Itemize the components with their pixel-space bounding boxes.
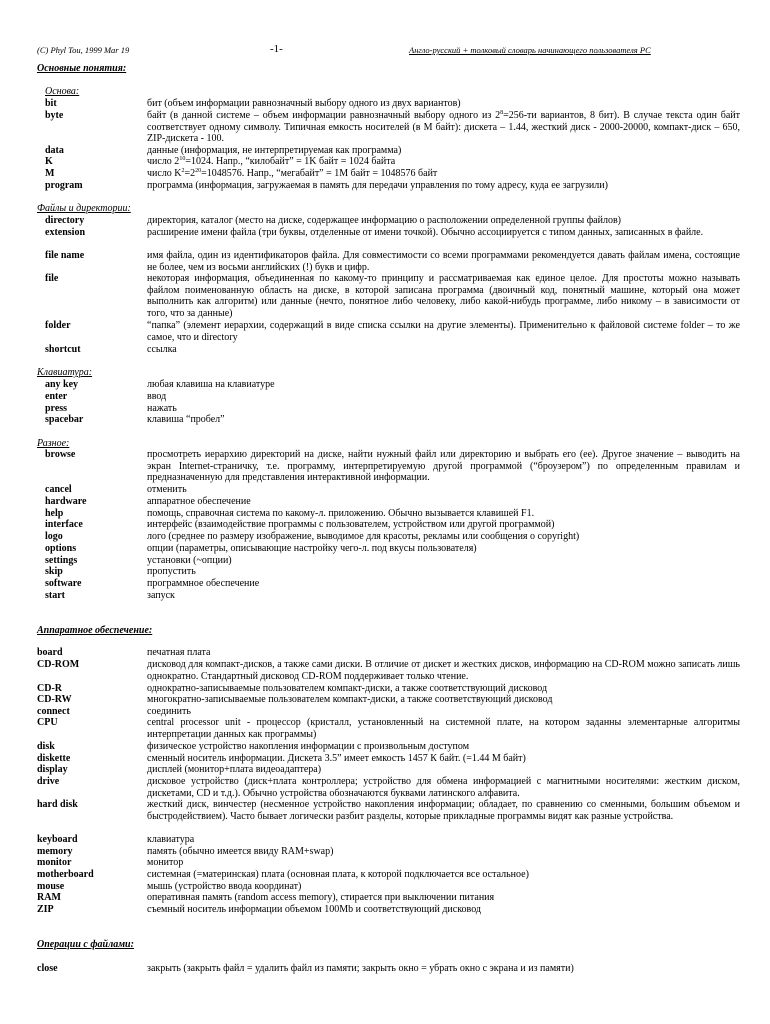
section-basics: Основные понятия: [37,63,127,74]
definition: запуск [147,590,175,601]
definition: расширение имени файла (три буквы, отделенные от имени точкой). Обычно ассоциируется с типом данных, записанных в файле. [147,227,704,238]
subsection-files: Файлы и директории: [37,203,131,214]
term: M [45,168,55,179]
definition: помощь, справочная система по какому-л. приложению. Обычно вызывается клавишей F1. [147,508,535,519]
definition: оперативная память (random access memory), стирается при выключении питания [147,892,495,903]
term: board [37,647,63,658]
definition: программа (информация, загружаемая в память для передачи управления по тому адресу, куда ее загрузили) [147,180,608,191]
definition: память (обычно имеется ввиду RAM+swap) [147,846,334,857]
definition: сменный носитель информации. Дискета 3.5” имеет емкость 1457 К байт. (=1.44 М байт) [147,753,526,764]
definition: “папка” (элемент иерархии, содержащий в виде списка ссылки на другие элементы). Применительно к файловой системе folder – то же самое, что и directory [147,320,740,343]
term: software [45,578,82,589]
term: monitor [37,857,72,868]
term: interface [45,519,83,530]
term: start [45,590,65,601]
definition: дисковое устройство (диск+плата контроллера; устройство для обмена информацией с магнитными носителями: жестким диском, дискетами, CD и т.д.). Обычно устройства обозначаются буквами латинского алфавита. [147,776,740,799]
header-left: (C) Phyl Tou, 1999 Mar 19 [37,45,130,55]
term: spacebar [45,414,84,425]
term: CD-ROM [37,659,80,670]
definition: некоторая информация, объединенная по какому-то принципу и рассматриваемая как единое целое. Для простоты можно называть файлом поименованную область на диске, в которой записана программа (двоичный код, понятный машине, который она может выполнить как алгоритм) или данные (нечто, понятное либо человеку, либо какой-нибудь программе, либо никому – в зависимости от того, что за данные) [147,273,740,320]
term: motherboard [37,869,94,880]
term: hardware [45,496,87,507]
section-hardware: Аппаратное обеспечение: [37,625,153,636]
definition: съемный носитель информации объемом 100Mb и соответствующий дисковод [147,904,482,915]
term: CPU [37,717,58,728]
definition: монитор [147,857,184,868]
term: byte [45,110,64,121]
term: memory [37,846,73,857]
term: hard disk [37,799,78,810]
page-number: -1- [270,43,283,55]
term: press [45,403,68,414]
term: display [37,764,68,775]
term: enter [45,391,68,402]
term: skip [45,566,63,577]
definition: central processor unit - процессор (кристалл, установленный на системной плате, на котором заданны элементарные алгоритмы интерпретации данных как программы) [147,717,740,740]
term: directory [45,215,85,226]
definition: данные (информация, не интерпретируемая как программа) [147,145,402,156]
definition: директория, каталог (место на диске, содержащее информацию о расположении определенной группы файлов) [147,215,622,226]
definition: дисплей (монитор+плата видеоадаптера) [147,764,322,775]
subsection-misc: Разное: [37,438,70,449]
definition: физическое устройство накопления информации с произвольным доступом [147,741,470,752]
definition: клавиша “пробел” [147,414,225,425]
term: mouse [37,881,65,892]
definition: интерфейс (взаимодействие программы с пользователем, устройством или другой программой) [147,519,555,530]
term: logo [45,531,63,542]
definition: ссылка [147,344,177,355]
definition: просмотреть иерархию директорий на диске, найти нужный файл или директорию и выбрать его (ее). Другое значение – выводить на экран Internet-страничку, т.е. программу, интерпретируемую другой программой (“броузером”) по определенным правилам и предназначенную для представления интерактивной информации. [147,449,740,484]
definition: закрыть (закрыть файл = удалить файл из памяти; закрыть окно = убрать окно с экрана и из памяти) [147,963,574,974]
definition: программное обеспечение [147,578,260,589]
term: options [45,543,77,554]
definition: жесткий диск, винчестер (несменное устройство накопления информации; обладает, по сравнению со сменными, большим объемом и быстродействием). Часто бывает логически разбит разделы, которые прикладные программы видят как разные устройства. [147,799,740,822]
definition: системная (=материнская) плата (основная плата, к которой подключается все остальное) [147,869,529,880]
term: shortcut [45,344,81,355]
term: keyboard [37,834,78,845]
term: connect [37,706,70,717]
subsection-osnova: Основа: [45,86,80,97]
definition: клавиатура [147,834,195,845]
definition: бит (объем информации равнозначный выбору одного из двух вариантов) [147,98,461,109]
term: browse [45,449,76,460]
definition: отменить [147,484,187,495]
term: any key [45,379,79,390]
term: file [45,273,59,284]
definition: однократно-записываемые пользователем компакт-диски, а также соответствующий дисковод [147,683,548,694]
definition: пропустить [147,566,196,577]
term: disk [37,741,55,752]
definition: число $2^{10}=1024$. Напр., “килобайт” = 1K байт = 1024 байта [147,156,396,167]
term: extension [45,227,85,238]
term: diskette [37,753,71,764]
term: CD-RW [37,694,72,705]
definition: опции (параметры, описывающие настройку чего-л. под вкусы пользователя) [147,543,477,554]
term: cancel [45,484,72,495]
term: ZIP [37,904,54,915]
term: K [45,156,53,167]
definition: ввод [147,391,167,402]
term: settings [45,555,78,566]
term: drive [37,776,60,787]
definition: имя файла, один из идентификаторов файла. Для совместимости со всеми программами рекомендуется давать файлам имена, состоящие не более, чем из восьми английских (!) букв и цифр. [147,250,740,273]
definition: установки (~опции) [147,555,232,566]
definition: многократно-записываемые пользователем компакт-диски, а также соответствующий дисковод [147,694,553,705]
definition: аппаратное обеспечение [147,496,251,507]
term: CD-R [37,683,62,694]
term: data [45,145,64,156]
definition: дисковод для компакт-дисков, а также сами диски. В отличие от дискет и жестких дисков, информацию на CD-ROM можно записать лишь однократно. Стандартный дисковод CD-ROM поддерживает только чтение. [147,659,740,682]
subsection-keyboard: Клавиатура: [37,367,93,378]
term: bit [45,98,57,109]
term: folder [45,320,71,331]
definition: печатная плата [147,647,211,658]
definition: мышь (устройство ввода координат) [147,881,302,892]
term: program [45,180,83,191]
definition: любая клавиша на клавиатуре [147,379,275,390]
definition: нажать [147,403,177,414]
term: help [45,508,64,519]
section-file-operations: Операции с файлами: [37,939,134,950]
definition: байт (в данной системе – объем информации равнозначный выбору одного из $2^8=256-ти$ вариантов, 8 бит). В случае текста один байт соответствует одному символу. Типичная емкость носителей (в М байт): дискета – 1.44, жесткий диск - 2000-20000, компакт-диск – 650, ZIP-дискета - 100. [147,110,740,145]
definition: лого (среднее по размеру изображение, выводимое для красоты, рекламы или сообщения о copyright) [147,531,580,542]
definition: число $K^2=2^{20}=1048576$. Напр., “мегабайт” = 1M байт = 1048576 байт [147,168,438,179]
header-title: Англо-русский + толковый словарь начинающего пользователя PC [409,45,651,55]
term: file name [45,250,85,261]
term: close [37,963,58,974]
definition: соединить [147,706,191,717]
term: RAM [37,892,61,903]
